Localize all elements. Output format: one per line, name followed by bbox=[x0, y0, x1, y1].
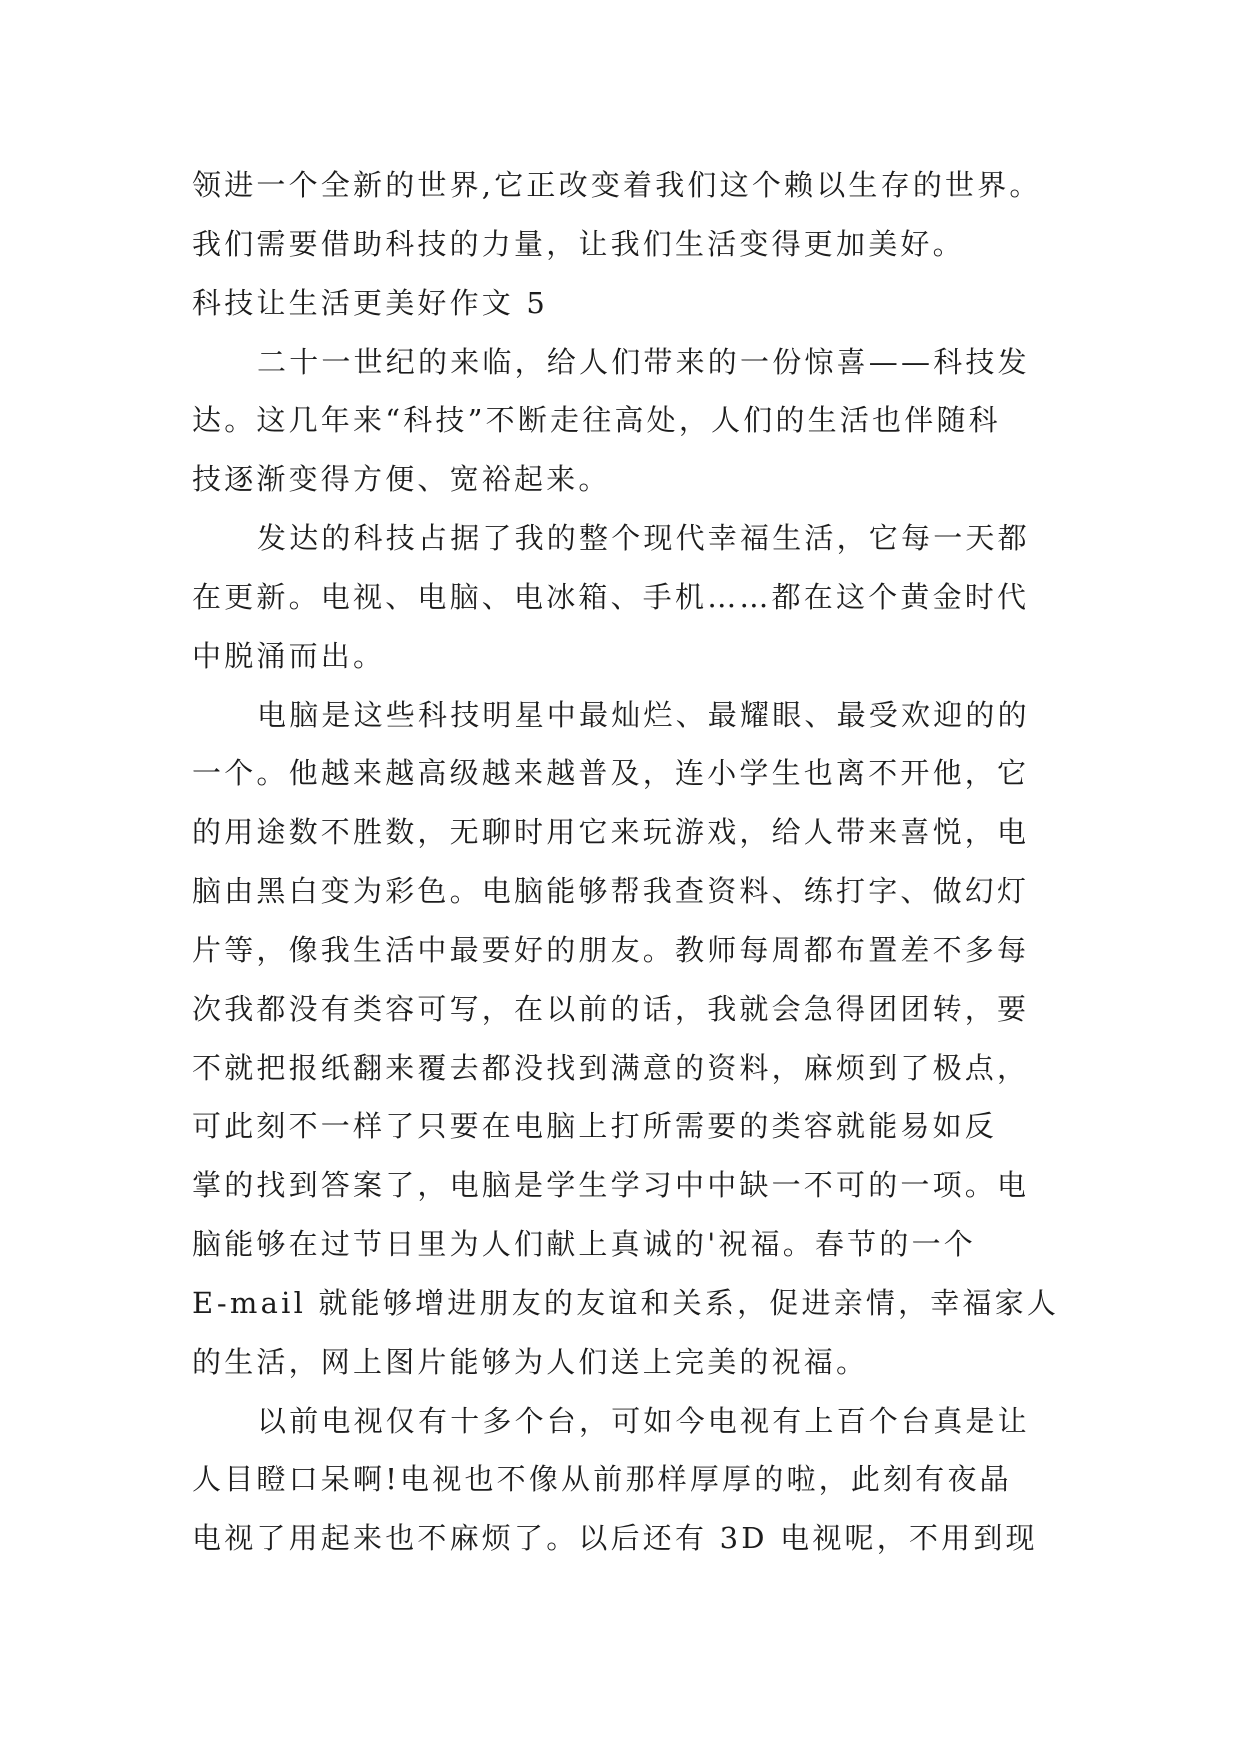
text-line: 脑能够在过节日里为人们献上真诚的'祝福。春节的一个 bbox=[192, 1227, 976, 1261]
text-line: 的生活，网上图片能够为人们送上完美的祝福。 bbox=[192, 1345, 869, 1379]
text-line: 二十一世纪的来临，给人们带来的一份惊喜——科技发 bbox=[257, 345, 1030, 379]
text-line: 技逐渐变得方便、宽裕起来。 bbox=[192, 462, 611, 496]
text-line: 我们需要借助科技的力量，让我们生活变得更加美好。 bbox=[192, 227, 965, 261]
text-line: 在更新。电视、电脑、电冰箱、手机……都在这个黄金时代 bbox=[192, 580, 1030, 614]
text-line: 不就把报纸翻来覆去都没找到满意的资料，麻烦到了极点， bbox=[192, 1051, 1030, 1085]
text-line: 可此刻不一样了只要在电脑上打所需要的类容就能易如反 bbox=[192, 1109, 998, 1143]
text-line: 中脱涌而出。 bbox=[192, 639, 386, 673]
text-line: 电脑是这些科技明星中最灿烂、最耀眼、最受欢迎的的 bbox=[257, 698, 1030, 732]
text-line: 发达的科技占据了我的整个现代幸福生活，它每一天都 bbox=[257, 521, 1030, 555]
section-heading: 科技让生活更美好作文 5 bbox=[192, 286, 549, 320]
text-line: 领进一个全新的世界,它正改变着我们这个赖以生存的世界。 bbox=[192, 168, 1042, 202]
text-line: 片等，像我生活中最要好的朋友。教师每周都布置差不多每 bbox=[192, 933, 1030, 967]
text-line: 掌的找到答案了，电脑是学生学习中中缺一不可的一项。电 bbox=[192, 1168, 1030, 1202]
text-line: 人目瞪口呆啊!电视也不像从前那样厚厚的啦，此刻有夜晶 bbox=[192, 1462, 1012, 1496]
text-line: 达。这几年来“科技”不断走往高处，人们的生活也伴随科 bbox=[192, 403, 1001, 437]
text-line: 电视了用起来也不麻烦了。以后还有 3D 电视呢，不用到现 bbox=[192, 1521, 1038, 1555]
text-line: 的用途数不胜数，无聊时用它来玩游戏，给人带来喜悦，电 bbox=[192, 815, 1030, 849]
text-line: 一个。他越来越高级越来越普及，连小学生也离不开他，它 bbox=[192, 756, 1030, 790]
text-line: 脑由黑白变为彩色。电脑能够帮我查资料、练打字、做幻灯 bbox=[192, 874, 1030, 908]
text-line: 以前电视仅有十多个台，可如今电视有上百个台真是让 bbox=[257, 1404, 1030, 1438]
text-line: E-mail 就能够增进朋友的友谊和关系，促进亲情，幸福家人 bbox=[192, 1286, 1060, 1320]
text-line: 次我都没有类容可写，在以前的话，我就会急得团团转，要 bbox=[192, 992, 1030, 1026]
